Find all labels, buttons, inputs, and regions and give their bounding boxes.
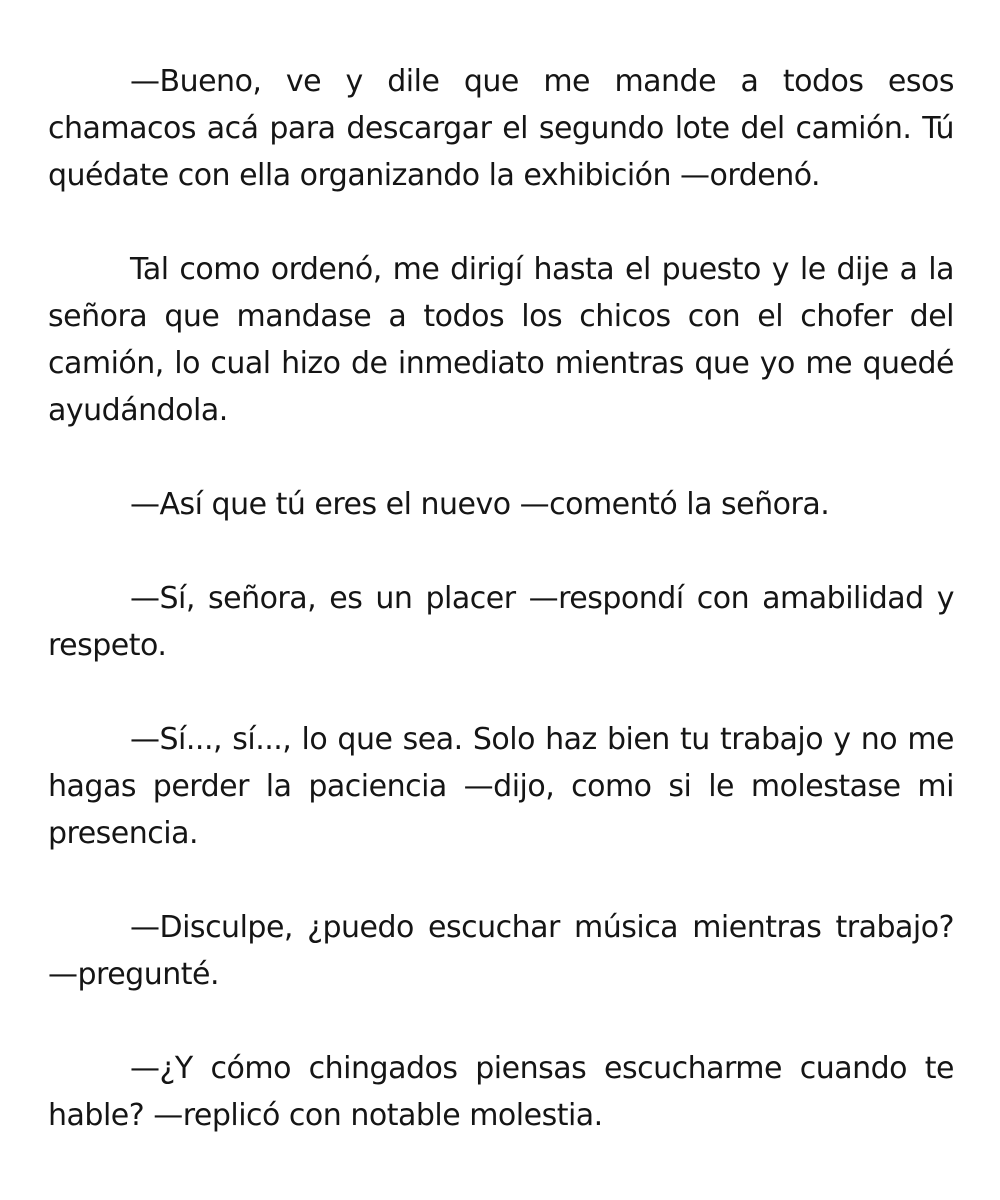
book-page [48,58,954,1139]
paragraph: Tal como ordenó, me dirigí hasta el puesto y le dije a la señora que mandase a todos los chicos con el chofer del camión, lo cual hizo de inmediato mientras que yo me quedé ayudándola. [48,252,954,428]
paragraph: —Sí..., sí..., lo que sea. Solo haz bien tu trabajo y no me hagas perder la paciencia —dijo, como si le molestase mi presencia. [48,722,954,851]
paragraph: —Así que tú eres el nuevo —comentó la señora. [130,487,830,522]
paragraph: —Sí, señora, es un placer —respondí con amabilidad y respeto. [48,581,954,663]
paragraph: —Bueno, ve y dile que me mande a todos esos chamacos acá para descargar el segundo lote del camión. Tú quédate con ella organizando la exhibición —ordenó. [48,64,954,193]
paragraph: —Disculpe, ¿puedo escuchar música mientras trabajo? —pregunté. [48,910,954,992]
paragraph: —¿Y cómo chingados piensas escucharme cuando te hable? —replicó con notable molestia. [48,1051,954,1133]
